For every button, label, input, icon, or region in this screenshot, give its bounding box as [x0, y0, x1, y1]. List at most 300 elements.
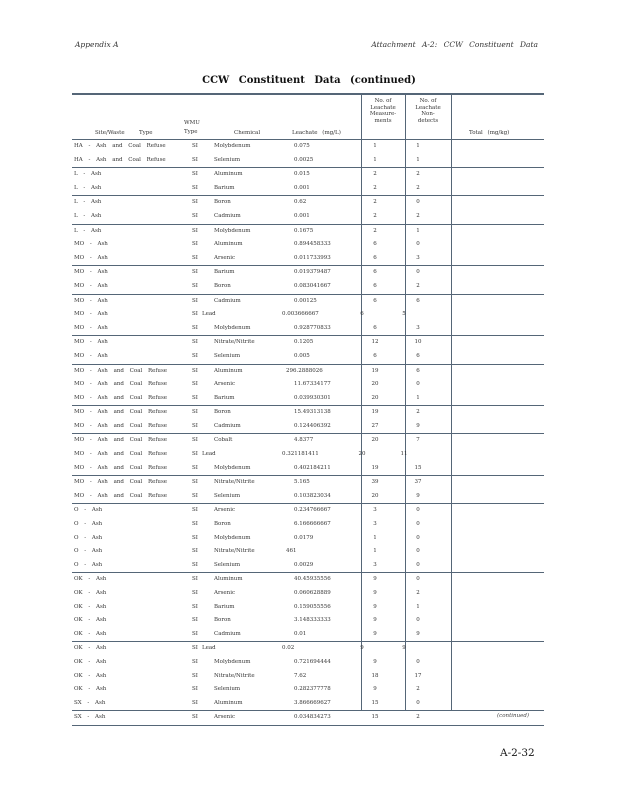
leachate-cell: 0.02 [282, 645, 295, 652]
measurements-cell: 12 [371, 339, 379, 346]
chemical-cell: Arsenic [214, 381, 236, 388]
site-cell: MO - Ash and Coal Refuse [74, 394, 168, 401]
leachate-cell: 0.234766667 [294, 507, 331, 514]
col-leachate: Leachate (mg/L) [292, 130, 341, 136]
table-row [72, 656, 544, 670]
nondetects-cell: 0 [416, 548, 420, 555]
site-cell: OK - Ash [74, 658, 107, 665]
site-cell: MO - Ash and Coal Refuse [74, 409, 168, 416]
leachate-cell: 5.165 [294, 479, 310, 486]
chemical-cell: Boron [214, 199, 231, 206]
table-row [72, 140, 544, 154]
col-site: Site/Waste [95, 130, 125, 136]
measurements-cell: 20 [371, 437, 379, 444]
site-cell: O - Ash [74, 561, 103, 568]
site-cell: MO - Ash [74, 282, 108, 289]
leachate-cell: 0.005 [294, 352, 310, 359]
leachate-cell: 3.866669627 [294, 699, 331, 706]
measurements-cell: 9 [373, 630, 377, 637]
table-row [72, 168, 544, 182]
chemical-cell: Aluminum [214, 576, 243, 583]
nondetects-cell: 0 [416, 241, 420, 248]
measurements-cell: 6 [373, 254, 377, 261]
chemical-cell: Selenium [214, 686, 241, 693]
leachate-cell: 296.2888026 [286, 367, 323, 374]
chemical-cell: Nitrate/Nitrite [214, 548, 255, 555]
site-cell: HA - Ash and Coal Refuse [74, 156, 166, 163]
table-row [72, 559, 544, 574]
site-cell: SX - Ash [74, 714, 106, 721]
site-cell: MO - Ash and Coal Refuse [74, 479, 168, 486]
site-cell: L - Ash [74, 212, 102, 219]
leachate-cell: 0.0029 [294, 561, 314, 568]
wmu-type-cell: SI [192, 479, 198, 486]
nondetects-cell: 0 [416, 617, 420, 624]
measurements-cell: 3 [373, 521, 377, 528]
measurements-cell: 9 [373, 617, 377, 624]
site-cell: MO - Ash and Coal Refuse [74, 451, 168, 458]
wmu-type-cell: SI [192, 672, 198, 679]
wmu-type-cell: SI [192, 156, 198, 163]
nondetects-cell: 1 [416, 227, 420, 234]
leachate-cell: 0.402184211 [294, 464, 331, 471]
measurements-cell: 19 [371, 464, 379, 471]
leachate-cell: 0.159055556 [294, 603, 331, 610]
table-row [72, 642, 544, 656]
chemical-cell: Aluminum [214, 241, 243, 248]
measurements-cell: 2 [373, 227, 377, 234]
leachate-cell: 15.49313138 [294, 409, 331, 416]
chemical-cell: Barium [214, 184, 235, 191]
table-row [72, 295, 544, 309]
chemical-cell: Molybdenum [214, 324, 251, 331]
site-cell: MO - Ash [74, 339, 108, 346]
wmu-type-cell: SI [192, 311, 198, 318]
nondetects-cell: 1 [416, 143, 420, 149]
nondetects-cell: 15 [414, 464, 422, 471]
chemical-cell: Cobalt [214, 437, 233, 444]
chemical-cell: Nitrate/Nitrite [214, 672, 255, 679]
measurements-cell: 6 [373, 324, 377, 331]
measurements-cell: 9 [373, 658, 377, 665]
chemical-cell: Molybdenum [214, 227, 251, 234]
measurements-cell: 20 [371, 381, 379, 388]
table-row [72, 614, 544, 628]
leachate-cell: 0.282377778 [294, 686, 331, 693]
wmu-type-cell: SI [192, 714, 198, 721]
chemical-cell: Boron [214, 617, 231, 624]
site-cell: MO - Ash and Coal Refuse [74, 381, 168, 388]
table-row [72, 154, 544, 169]
leachate-cell: 0.019379487 [294, 269, 331, 276]
site-cell: L - Ash [74, 184, 102, 191]
table-row [72, 350, 544, 365]
site-cell: MO - Ash [74, 269, 108, 276]
measurements-cell: 2 [373, 212, 377, 219]
wmu-type-cell: SI [192, 199, 198, 206]
wmu-type-cell: SI [192, 590, 198, 596]
table-row [72, 238, 544, 252]
nondetects-cell: 9 [416, 422, 420, 429]
chemical-cell: Molybdenum [214, 143, 251, 149]
site-cell: OK - Ash [74, 686, 107, 693]
wmu-type-cell: SI [192, 630, 198, 637]
measurements-cell: 9 [373, 576, 377, 583]
measurements-cell: 1 [373, 156, 377, 163]
nondetects-cell: 9 [416, 630, 420, 637]
leachate-cell: 0.0025 [294, 156, 314, 163]
site-cell: O - Ash [74, 534, 103, 541]
table-row [72, 601, 544, 615]
nondetects-cell: 2 [416, 409, 420, 416]
table-row [72, 697, 544, 712]
measurements-cell: 20 [358, 451, 366, 458]
site-cell: OK - Ash [74, 617, 107, 624]
chemical-cell: Nitrate/Nitrite [214, 479, 255, 486]
chemical-cell: Cadmium [214, 630, 241, 637]
site-cell: MO - Ash [74, 311, 108, 318]
col-total: Total (mg/kg) [469, 130, 510, 136]
site-cell: MO - Ash and Coal Refuse [74, 492, 168, 499]
col-wmu-type: Type [184, 129, 198, 135]
nondetects-cell: 6 [416, 297, 420, 304]
table-row [72, 587, 544, 601]
wmu-type-cell: SI [192, 686, 198, 693]
site-cell: SX - Ash [74, 699, 106, 706]
leachate-cell: 0.321181411 [282, 451, 319, 458]
wmu-type-cell: SI [192, 521, 198, 528]
nondetects-cell: 2 [416, 171, 420, 178]
chemical-cell: Arsenic [214, 590, 236, 596]
site-cell: MO - Ash [74, 352, 108, 359]
nondetects-cell: 6 [416, 367, 420, 374]
table-row [72, 518, 544, 532]
data-table [72, 93, 544, 726]
site-cell: HA - Ash and Coal Refuse [74, 143, 166, 149]
leachate-cell: 0.015 [294, 171, 310, 178]
leachate-cell: 0.124406392 [294, 422, 331, 429]
nondetects-cell: 7 [416, 437, 420, 444]
nondetects-cell: 2 [416, 714, 420, 721]
site-cell: OK - Ash [74, 603, 107, 610]
site-cell: OK - Ash [74, 590, 107, 596]
wmu-type-cell: SI [192, 282, 198, 289]
nondetects-cell: 0 [416, 576, 420, 583]
wmu-type-cell: SI [192, 367, 198, 374]
nondetects-cell: 9 [402, 645, 406, 652]
chemical-cell: Molybdenum [214, 464, 251, 471]
leachate-cell: 0.103823034 [294, 492, 331, 499]
leachate-cell: 7.62 [294, 672, 307, 679]
chemical-cell: Boron [214, 409, 231, 416]
wmu-type-cell: SI [192, 324, 198, 331]
leachate-cell: 0.039930301 [294, 394, 331, 401]
leachate-cell: 0.034834273 [294, 714, 331, 721]
site-cell: MO - Ash [74, 241, 108, 248]
leachate-cell: 0.001 [294, 212, 310, 219]
measurements-cell: 6 [373, 282, 377, 289]
wmu-type-cell: SI [192, 381, 198, 388]
leachate-cell: 0.721694444 [294, 658, 331, 665]
nondetects-cell: 0 [416, 534, 420, 541]
chemical-cell: Cadmium [214, 297, 241, 304]
leachate-cell: 3.148333333 [294, 617, 331, 624]
wmu-type-cell: SI [192, 548, 198, 555]
site-cell: O - Ash [74, 507, 103, 514]
leachate-cell: 0.00125 [294, 297, 317, 304]
measurements-cell: 27 [371, 422, 379, 429]
table-row [72, 365, 544, 379]
measurements-cell: 9 [360, 645, 364, 652]
measurements-cell: 3 [373, 561, 377, 568]
chemical-cell: Cadmium [214, 212, 241, 219]
measurements-cell: 19 [371, 367, 379, 374]
chemical-cell: Selenium [214, 492, 241, 499]
nondetects-cell: 0 [416, 199, 420, 206]
wmu-type-cell: SI [192, 603, 198, 610]
site-cell: O - Ash [74, 548, 103, 555]
wmu-type-cell: SI [192, 297, 198, 304]
leachate-cell: 0.075 [294, 143, 310, 149]
table-row [72, 434, 544, 448]
site-cell: MO - Ash and Coal Refuse [74, 464, 168, 471]
col-type: Type [139, 130, 153, 136]
wmu-type-cell: SI [192, 645, 198, 652]
nondetects-cell: 3 [416, 324, 420, 331]
table-row [72, 182, 544, 197]
leachate-cell: 40.45935556 [294, 576, 331, 583]
chemical-cell: Selenium [214, 561, 241, 568]
chemical-cell: Lead [202, 645, 216, 652]
nondetects-cell: 10 [414, 339, 422, 346]
chemical-cell: Arsenic [214, 507, 236, 514]
nondetects-cell: 2 [416, 212, 420, 219]
leachate-cell: 0.01 [294, 630, 307, 637]
nondetects-cell: 17 [414, 672, 422, 679]
leachate-cell: 0.928770833 [294, 324, 331, 331]
site-cell: MO - Ash and Coal Refuse [74, 437, 168, 444]
chemical-cell: Selenium [214, 156, 241, 163]
measurements-cell: 19 [371, 409, 379, 416]
wmu-type-cell: SI [192, 464, 198, 471]
wmu-type-cell: SI [192, 212, 198, 219]
leachate-cell: 0.060628889 [294, 590, 331, 596]
wmu-type-cell: SI [192, 269, 198, 276]
header-attachment: Attachment A-2: CCW Constituent Data [371, 40, 538, 49]
measurements-cell: 20 [371, 394, 379, 401]
measurements-cell: 15 [371, 714, 379, 721]
table-row [72, 225, 544, 239]
table-header [72, 93, 544, 140]
measurements-cell: 18 [371, 672, 379, 679]
leachate-cell: 461 [286, 548, 297, 555]
site-cell: MO - Ash [74, 254, 108, 261]
table-row [72, 545, 544, 559]
chemical-cell: Molybdenum [214, 658, 251, 665]
chemical-cell: Barium [214, 269, 235, 276]
wmu-type-cell: SI [192, 534, 198, 541]
table-row [72, 462, 544, 477]
col-measurements: No. of Leachate Measure- ments [369, 98, 397, 124]
table-row [72, 308, 544, 322]
nondetects-cell: 0 [416, 507, 420, 514]
measurements-cell: 6 [373, 269, 377, 276]
site-cell: OK - Ash [74, 672, 107, 679]
col-wmu: WMU [184, 120, 200, 126]
site-cell: MO - Ash [74, 324, 108, 331]
wmu-type-cell: SI [192, 617, 198, 624]
nondetects-cell: 0 [416, 381, 420, 388]
site-cell: L - Ash [74, 171, 102, 178]
measurements-cell: 6 [373, 352, 377, 359]
leachate-cell: 0.0179 [294, 534, 314, 541]
measurements-cell: 1 [373, 548, 377, 555]
wmu-type-cell: SI [192, 437, 198, 444]
leachate-cell: 0.001 [294, 184, 310, 191]
site-cell: OK - Ash [74, 576, 107, 583]
measurements-cell: 9 [373, 590, 377, 596]
wmu-type-cell: SI [192, 422, 198, 429]
leachate-cell: 11.67334177 [294, 381, 331, 388]
site-cell: OK - Ash [74, 645, 107, 652]
wmu-type-cell: SI [192, 339, 198, 346]
site-cell: OK - Ash [74, 630, 107, 637]
measurements-cell: 15 [371, 699, 379, 706]
leachate-cell: 0.083041667 [294, 282, 331, 289]
wmu-type-cell: SI [192, 171, 198, 178]
site-cell: MO - Ash and Coal Refuse [74, 367, 168, 374]
nondetects-cell: 1 [416, 603, 420, 610]
table-row [72, 378, 544, 392]
nondetects-cell: 0 [416, 658, 420, 665]
chemical-cell: Arsenic [214, 254, 236, 261]
site-cell: MO - Ash [74, 297, 108, 304]
nondetects-cell: 6 [416, 352, 420, 359]
measurements-cell: 6 [373, 241, 377, 248]
wmu-type-cell: SI [192, 699, 198, 706]
leachate-cell: 0.1205 [294, 339, 314, 346]
nondetects-cell: 0 [416, 269, 420, 276]
wmu-type-cell: SI [192, 184, 198, 191]
leachate-cell: 0.1675 [294, 227, 314, 234]
measurements-cell: 9 [373, 686, 377, 693]
measurements-cell: 2 [373, 184, 377, 191]
chemical-cell: Lead [202, 311, 216, 318]
nondetects-cell: 37 [414, 479, 422, 486]
table-row [72, 336, 544, 350]
table-body [72, 140, 544, 726]
table-row [72, 322, 544, 337]
table-row [72, 504, 544, 518]
wmu-type-cell: SI [192, 241, 198, 248]
table-title: CCW Constituent Data (continued) [202, 75, 416, 86]
nondetects-cell: 5 [402, 311, 406, 318]
nondetects-cell: 2 [416, 184, 420, 191]
nondetects-cell: 0 [416, 521, 420, 528]
measurements-cell: 9 [373, 603, 377, 610]
site-cell: L - Ash [74, 227, 102, 234]
chemical-cell: Aluminum [214, 699, 243, 706]
measurements-cell: 39 [371, 479, 379, 486]
table-row [72, 476, 544, 490]
nondetects-cell: 0 [416, 699, 420, 706]
nondetects-cell: 1 [416, 394, 420, 401]
wmu-type-cell: SI [192, 394, 198, 401]
measurements-cell: 3 [373, 507, 377, 514]
table-row [72, 392, 544, 407]
table-row [72, 490, 544, 505]
table-row [72, 196, 544, 210]
chemical-cell: Barium [214, 603, 235, 610]
nondetects-cell: 1 [416, 156, 420, 163]
table-row [72, 532, 544, 546]
chemical-cell: Cadmium [214, 422, 241, 429]
measurements-cell: 2 [373, 171, 377, 178]
table-row [72, 266, 544, 280]
measurements-cell: 1 [373, 534, 377, 541]
wmu-type-cell: SI [192, 352, 198, 359]
nondetects-cell: 9 [416, 492, 420, 499]
wmu-type-cell: SI [192, 658, 198, 665]
table-row [72, 210, 544, 225]
leachate-cell: 6.166666667 [294, 521, 331, 528]
wmu-type-cell: SI [192, 254, 198, 261]
measurements-cell: 20 [371, 492, 379, 499]
table-row [72, 420, 544, 435]
table-row [72, 670, 544, 684]
header-appendix: Appendix A [75, 40, 119, 49]
leachate-cell: 0.011733993 [294, 254, 331, 261]
nondetects-cell: 3 [416, 254, 420, 261]
table-row [72, 406, 544, 420]
chemical-cell: Arsenic [214, 714, 236, 721]
chemical-cell: Nitrate/Nitrite [214, 339, 255, 346]
measurements-cell: 6 [360, 311, 364, 318]
nondetects-cell: 0 [416, 561, 420, 568]
table-row [72, 628, 544, 643]
chemical-cell: Boron [214, 521, 231, 528]
chemical-cell: Molybdenum [214, 534, 251, 541]
wmu-type-cell: SI [192, 409, 198, 416]
nondetects-cell: 2 [416, 686, 420, 693]
col-chemical: Chemical [234, 130, 261, 136]
chemical-cell: Aluminum [214, 367, 243, 374]
page-number: A-2-32 [500, 747, 535, 759]
leachate-cell: 0.894458333 [294, 241, 331, 248]
measurements-cell: 6 [373, 297, 377, 304]
chemical-cell: Aluminum [214, 171, 243, 178]
wmu-type-cell: SI [192, 507, 198, 514]
wmu-type-cell: SI [192, 492, 198, 499]
measurements-cell: 1 [373, 143, 377, 149]
chemical-cell: Lead [202, 451, 216, 458]
chemical-cell: Selenium [214, 352, 241, 359]
leachate-cell: 0.62 [294, 199, 307, 206]
leachate-cell: 0.003666667 [282, 311, 319, 318]
site-cell: L - Ash [74, 199, 102, 206]
table-row [72, 280, 544, 295]
col-nondetects: No. of Leachate Non- detects [415, 98, 441, 124]
wmu-type-cell: SI [192, 576, 198, 583]
wmu-type-cell: SI [192, 143, 198, 149]
measurements-cell: 2 [373, 199, 377, 206]
table-row [72, 711, 544, 726]
table-row [72, 683, 544, 697]
site-cell: O - Ash [74, 521, 103, 528]
wmu-type-cell: SI [192, 561, 198, 568]
table-row [72, 448, 544, 462]
chemical-cell: Barium [214, 394, 235, 401]
